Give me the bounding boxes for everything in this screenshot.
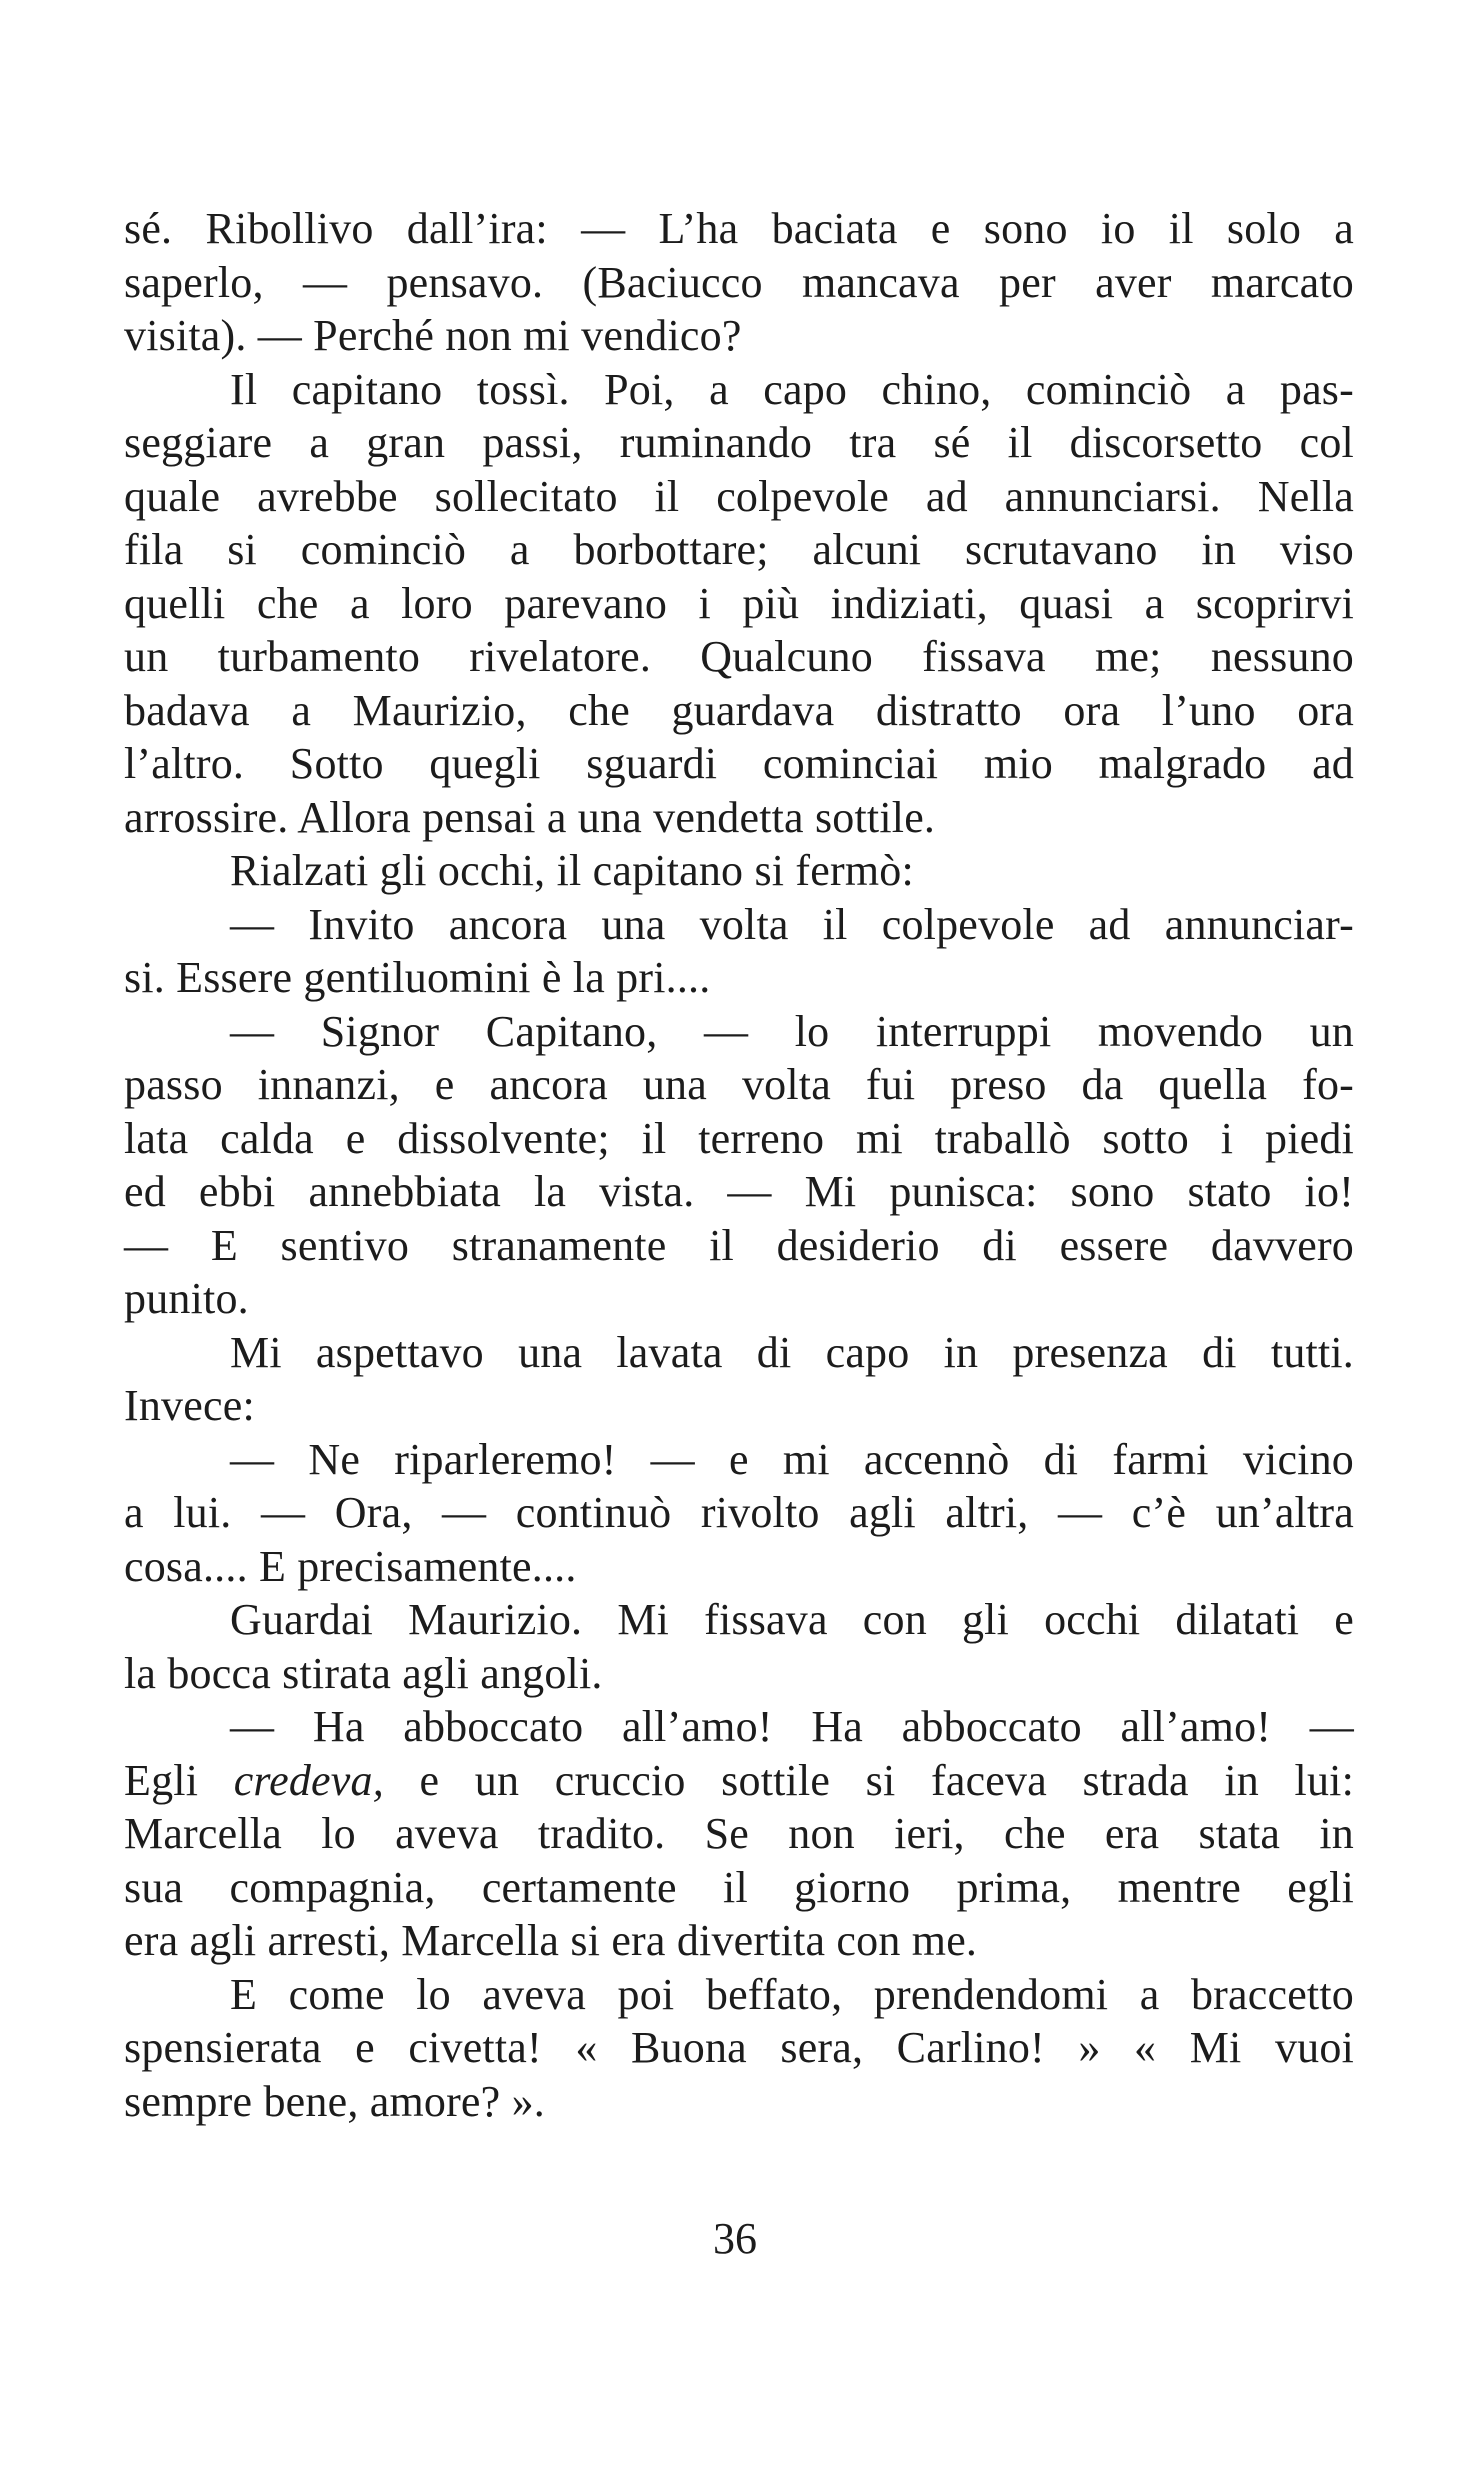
text-line: passo innanzi, e ancora una volta fui preso da quella fo- bbox=[124, 1060, 1354, 1109]
text-line: — Ne riparleremo! — e mi accennò di farmi vicino bbox=[230, 1434, 1354, 1484]
text-line: sua compagnia, certamente il giorno prima, mentre egli bbox=[124, 1862, 1354, 1912]
text-line: cosa.... E precisamente.... bbox=[124, 1541, 577, 1591]
text-line: a lui. — Ora, — continuò rivolto agli altri, — c’è un’altra bbox=[124, 1488, 1354, 1537]
text-line: spensierata e civetta! « Buona sera, Carlino! » « Mi vuoi bbox=[124, 2023, 1354, 2072]
text-segment: e un cruccio sottile si faceva strada in lui: bbox=[383, 1755, 1355, 1805]
text-line: lata calda e dissolvente; il terreno mi traballò sotto i piedi bbox=[124, 1113, 1354, 1163]
text-line: fila si cominciò a borbottare; alcuni scrutavano in viso bbox=[124, 525, 1354, 574]
body-text bbox=[124, 202, 1354, 2128]
text-line: Guardai Maurizio. Mi fissava con gli occhi dilatati e bbox=[230, 1595, 1354, 1644]
text-line: ed ebbi annebbiata la vista. — Mi punisca: sono stato io! bbox=[124, 1167, 1354, 1216]
text-line: — Invito ancora una volta il colpevole ad annunciar- bbox=[230, 899, 1354, 949]
text-line: Invece: bbox=[124, 1381, 255, 1430]
page-number: 36 bbox=[713, 2214, 757, 2263]
italic-word: credeva, bbox=[233, 1755, 384, 1805]
text-line: saperlo, — pensavo. (Baciucco mancava per aver marcato bbox=[124, 257, 1354, 307]
text-line: quale avrebbe sollecitato il colpevole ad annunciarsi. Nella bbox=[124, 471, 1354, 521]
text-line: visita). — Perché non mi vendico? bbox=[124, 311, 742, 360]
text-line: badava a Maurizio, che guardava distratto ora l’uno ora bbox=[124, 685, 1354, 735]
text-line: un turbamento rivelatore. Qualcuno fissava me; nessuno bbox=[124, 632, 1354, 681]
text-line: punito. bbox=[124, 1274, 249, 1323]
text-line: — Ha abboccato all’amo! Ha abboccato all’amo! — bbox=[230, 1702, 1354, 1751]
text-line: si. Essere gentiluomini è la pri.... bbox=[124, 953, 711, 1002]
text-line: l’altro. Sotto quegli sguardi cominciai mio malgrado ad bbox=[124, 739, 1354, 788]
text-line: la bocca stirata agli angoli. bbox=[124, 1648, 603, 1698]
text-line: era agli arresti, Marcella si era divertita con me. bbox=[124, 1916, 978, 1965]
text-line: Marcella lo aveva tradito. Se non ieri, che era stata in bbox=[124, 1809, 1354, 1858]
text-line: Rialzati gli occhi, il capitano si fermò: bbox=[230, 846, 914, 895]
text-line: — E sentivo stranamente il desiderio di essere davvero bbox=[124, 1220, 1354, 1270]
text-line: Il capitano tossì. Poi, a capo chino, cominciò a pas- bbox=[230, 364, 1354, 414]
text-line: sempre bene, amore? ». bbox=[124, 2076, 545, 2126]
text-segment: Egli bbox=[124, 1755, 234, 1805]
text-line: E come lo aveva poi beffato, prendendomi a braccetto bbox=[230, 1969, 1354, 2019]
text-line: — Signor Capitano, — lo interruppi movendo un bbox=[230, 1006, 1354, 1056]
text-line: sé. Ribollivo dall’ira: — L’ha baciata e sono io il solo a bbox=[124, 204, 1354, 253]
text-line-with-italic bbox=[124, 1754, 1354, 1808]
text-line: quelli che a loro parevano i più indiziati, quasi a scoprirvi bbox=[124, 578, 1354, 628]
text-line: Mi aspettavo una lavata di capo in presenza di tutti. bbox=[230, 1327, 1354, 1377]
text-line: arrossire. Allora pensai a una vendetta sottile. bbox=[124, 792, 936, 842]
text-line: seggiare a gran passi, ruminando tra sé il discorsetto col bbox=[124, 418, 1354, 467]
